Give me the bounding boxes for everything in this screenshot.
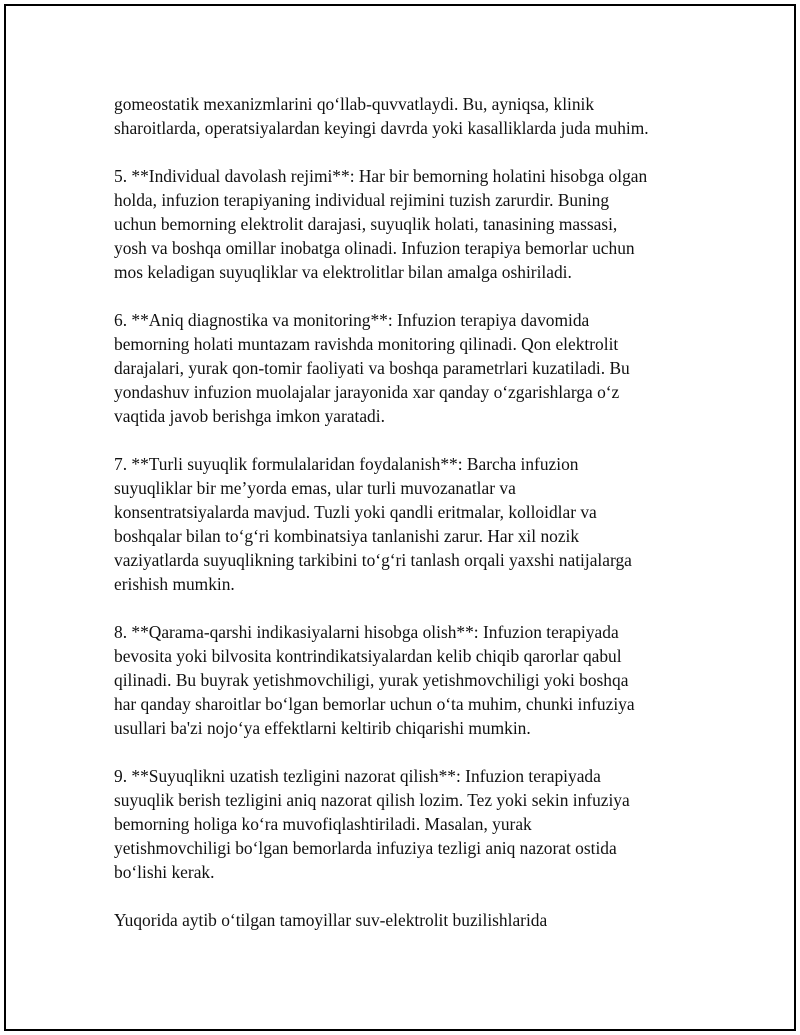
paragraph-item-9: 9. **Suyuqlikni uzatish tezligini nazorat qilish**: Infuzion terapiyada suyuqlik berish tezligini aniq nazorat qilish lozim. Tez yoki sekin infuziya bemorning holiga ko‘ra muvofiqlashtiriladi. Masalan, yurak yetishmovchiligi bo‘lgan bemorlarda infuziya tezligi aniq nazorat ostida bo‘lishi kerak. [114,766,630,882]
paragraph-conclusion: Yuqorida aytib o‘tilgan tamoyillar suv-elektrolit buzilishlarida [114,910,548,930]
paragraph-item-7: 7. **Turli suyuqlik formulalaridan foydalanish**: Barcha infuzion suyuqliklar bir me’yorda emas, ular turli muvozanatlar va konsentratsiyalarda mavjud. Tuzli yoki qandli eritmalar, kolloidlar va boshqalar bilan to‘g‘ri kombinatsiya tanlanishi zarur. Har xil nozik vaziyatlarda suyuqlikning tarkibini to‘g‘ri tanlash orqali yaxshi natijalarga erishish mumkin. [114,454,632,594]
paragraph-item-8: 8. **Qarama-qarshi indikasiyalarni hisobga olish**: Infuzion terapiyada bevosita yoki bilvosita kontrindikatsiyalardan kelib chiqib qarorlar qabul qilinadi. Bu buyrak yetishmovchiligi, yurak yetishmovchiligi yoki boshqa har qanday sharoitlar bo‘lgan bemorlar uchun o‘ta muhim, chunki infuziya usullari ba'zi nojo‘ya effektlarni keltirib chiqarishi mumkin. [114,622,635,738]
paragraph-intro-continuation: gomeostatik mexanizmlarini qo‘llab-quvvatlaydi. Bu, ayniqsa, klinik sharoitlarda, operatsiyalardan keyingi davrda yoki kasalliklarda juda muhim. [114,94,649,138]
paragraph-item-5: 5. **Individual davolash rejimi**: Har bir bemorning holatini hisobga olgan holda, infuzion terapiyaning individual rejimini tuzish zarurdir. Buning uchun bemorning elektrolit darajasi, suyuqlik holati, tanasining massasi, yosh va boshqa omillar inobatga olinadi. Infuzion terapiya bemorlar uchun mos keladigan suyuqliklar va elektrolitlar bilan amalga oshiriladi. [114,166,648,282]
paragraph-item-6: 6. **Aniq diagnostika va monitoring**: Infuzion terapiya davomida bemorning holati muntazam ravishda monitoring qilinadi. Qon elektrolit darajalari, yurak qon-tomir faoliyati va boshqa parametrlari kuzatiladi. Bu yondashuv infuzion muolajalar jarayonida xar qanday o‘zgarishlarga o‘z vaqtida javob berishga imkon yaratadi. [114,310,630,426]
document-body [114,92,686,932]
